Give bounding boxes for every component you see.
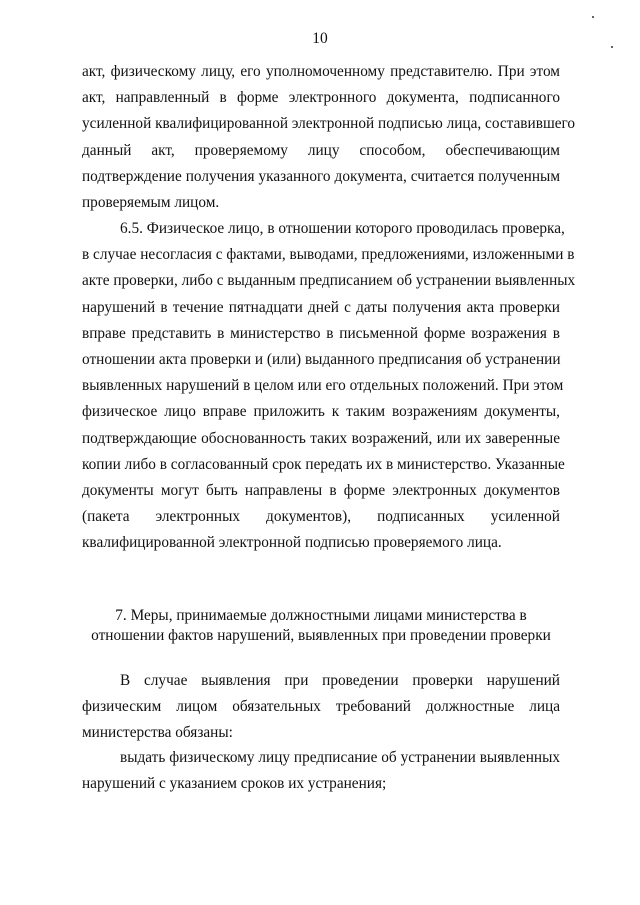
text-line: выявленных нарушений в целом или его отдельных положений. При этом <box>82 377 564 395</box>
text-line: нарушений с указанием сроков их устранения; <box>82 775 387 793</box>
text-line: (пакета электронных документов), подписанных усиленной <box>82 508 560 526</box>
scan-speck <box>592 16 594 18</box>
text-line: министерства обязаны: <box>82 724 233 742</box>
text-line: данный акт, проверяемому лицу способом, обеспечивающим <box>82 141 560 159</box>
page-number: 10 <box>312 30 328 47</box>
scan-speck <box>611 46 613 48</box>
text-line: квалифицированной электронной подписью проверяемого лица. <box>82 534 502 552</box>
text-line: акт, направленный в форме электронного документа, подписанного <box>82 89 560 107</box>
text-line: нарушений в течение пятнадцати дней с даты получения акта проверки <box>82 298 560 316</box>
text-line: в случае несогласия с фактами, выводами, предложениями, изложенными в <box>82 246 575 264</box>
text-line: подтверждение получения указанного документа, считается полученным <box>82 167 560 185</box>
text-line: В случае выявления при проведении проверки нарушений <box>120 672 560 689</box>
text-line: акте проверки, либо с выданным предписанием об устранении выявленных <box>82 272 576 290</box>
text-line: документы могут быть направлены в форме электронных документов <box>82 482 560 500</box>
paragraph-6-5 <box>82 216 576 557</box>
section-7-paragraph-2 <box>82 745 560 797</box>
text-line: акт, физическому лицу, его уполномоченному представителю. При этом <box>82 63 560 80</box>
section-7-heading <box>82 606 560 646</box>
text-line: 6.5. Физическое лицо, в отношении которого проводилась проверка, <box>120 220 565 237</box>
text-line: усиленной квалифицированной электронной подписью лица, составившего <box>82 115 576 133</box>
paragraph-continuation <box>82 59 576 216</box>
text-line: физическим лицом обязательных требований должностные лица <box>82 698 560 716</box>
text-line: проверяемым лицом. <box>82 194 220 212</box>
heading-line: 7. Меры, принимаемые должностными лицами министерства в <box>115 607 527 624</box>
section-7-paragraph-1 <box>82 668 560 747</box>
text-line: выдать физическому лицу предписание об устранении выявленных <box>120 749 560 766</box>
text-line: физическое лицо вправе приложить к таким возражениям документы, <box>82 403 560 421</box>
text-line: отношении акта проверки и (или) выданного предписания об устранении <box>82 351 561 369</box>
text-line: вправе представить в министерство в письменной форме возражения в <box>82 324 560 342</box>
text-line: подтверждающие обоснованность таких возражений, или их заверенные <box>82 429 560 447</box>
heading-line: отношении фактов нарушений, выявленных при проведении проверки <box>91 627 551 644</box>
text-line: копии либо в согласованный срок передать их в министерство. Указанные <box>82 455 565 473</box>
